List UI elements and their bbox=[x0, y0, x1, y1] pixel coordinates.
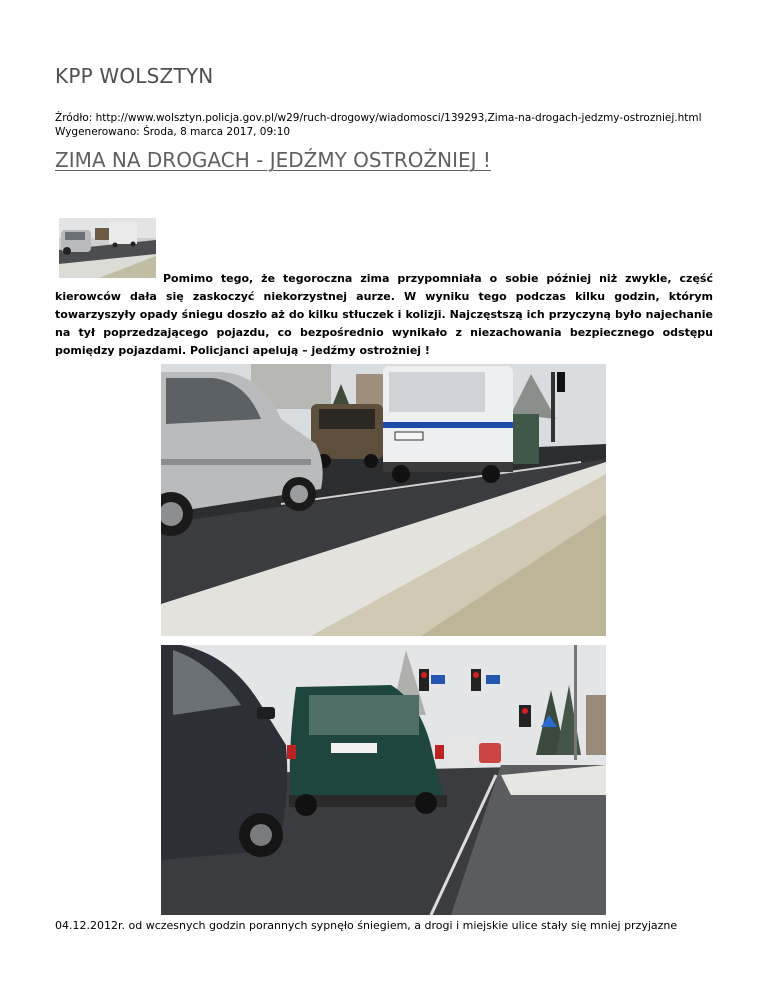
site-title: KPP WOLSZTYN bbox=[55, 64, 214, 88]
article-lead bbox=[55, 270, 713, 360]
photo-police-van bbox=[161, 364, 606, 636]
source-url[interactable]: Źródło: http://www.wolsztyn.policja.gov.pl/w29/ruch-drogowy/wiadomosci/139293,Zima-na-drogach-jedzmy-ostrozniej.html bbox=[55, 112, 702, 124]
generated-date: Wygenerowano: Środa, 8 marca 2017, 09:10 bbox=[55, 126, 291, 138]
article-body-start: 04.12.2012r. od wczesnych godzin porannych sypnęło śniegiem, a drogi i miejskie ulice stały się mniej przyjazne bbox=[55, 919, 678, 932]
thumbnail-image bbox=[59, 218, 156, 278]
article-title: ZIMA NA DROGACH - JEDŹMY OSTROŻNIEJ ! bbox=[55, 148, 491, 172]
lead-text: Pomimo tego, że tegoroczna zima przypomniała o sobie później niż zwykle, część kierowców dała się zaskoczyć niekorzystnej aurze. W wyniku tego podczas kilku godzin, którym towarzyszyły opady śniegu doszło aż do kilku stłuczek i kolizji. Najczęstszą ich przyczyną było najechanie na tył poprzedzającego pojazdu, co bezpośrednio wynikało z niezachowania bezpiecznego odstępu pomiędzy pojazdami. Policjanci apelują – jedźmy ostrożniej ! bbox=[55, 272, 713, 357]
photo-green-car bbox=[161, 645, 606, 915]
document-meta bbox=[55, 111, 702, 139]
